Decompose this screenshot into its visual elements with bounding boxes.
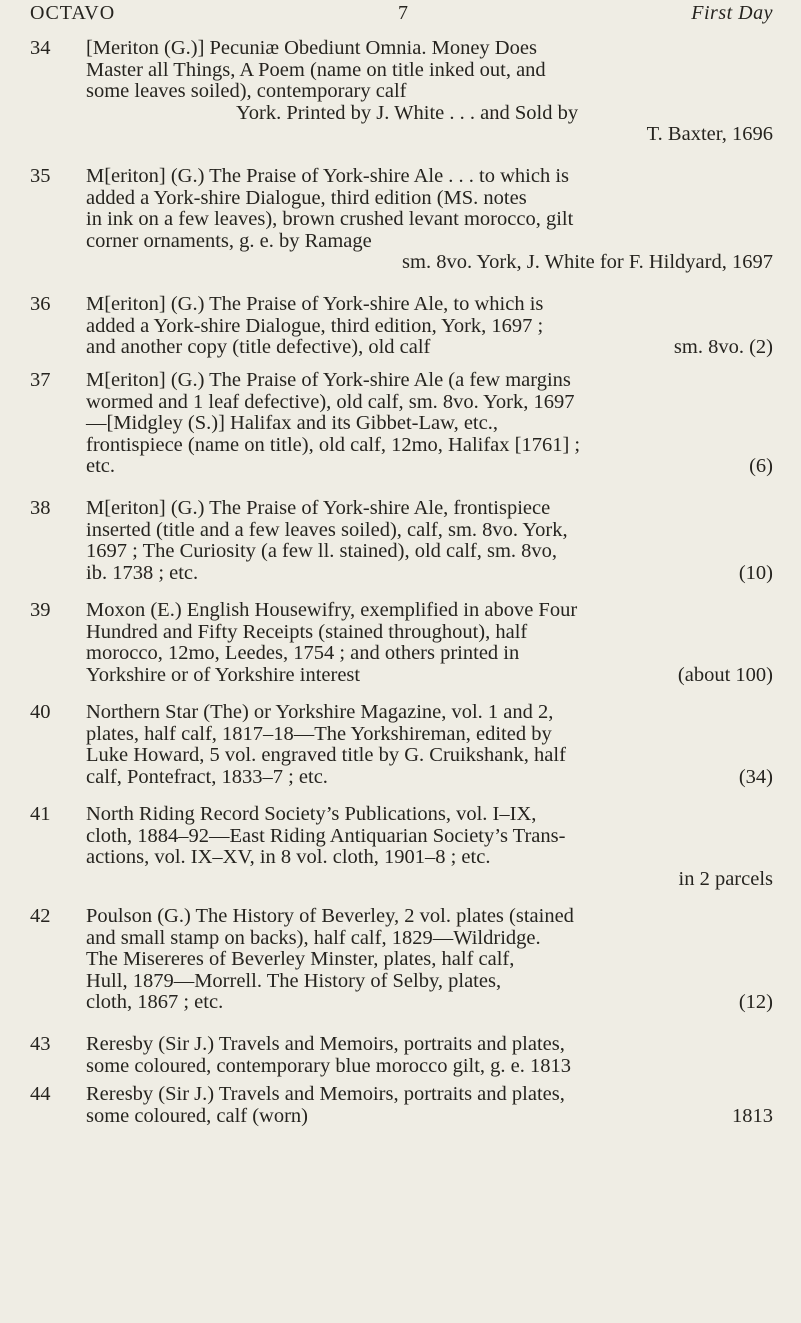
lot-number: 39 (30, 599, 51, 622)
lot-line (86, 294, 773, 316)
lot-line (86, 992, 773, 1014)
lot-description (86, 1084, 773, 1127)
lot-line (86, 370, 773, 392)
lot-entry (30, 1034, 773, 1077)
lot-line (86, 971, 773, 993)
lot-line-text: Northern Star (The) or Yorkshire Magazine, vol. 1 and 2, (86, 701, 554, 724)
header-day: First Day (691, 2, 773, 24)
lot-line (86, 413, 773, 435)
lot-line-text: Yorkshire or of Yorkshire interest (86, 663, 361, 686)
lot-number: 41 (30, 803, 51, 825)
lot-line (86, 316, 773, 338)
page-number: 7 (397, 2, 409, 24)
lot-line (86, 928, 773, 950)
lot-number: 35 (30, 165, 51, 188)
lot-line-text: 1697 ; The Curiosity (a few ll. stained), old calf, sm. 8vo, (86, 540, 558, 563)
lot-line-text: Poulson (G.) The History of Beverley, 2 vol. plates (stained (86, 905, 574, 927)
lot-line (86, 643, 773, 665)
lot-line (86, 103, 773, 125)
lot-description (86, 804, 773, 890)
lot-line-text: sm. 8vo. York, J. White for F. Hildyard, 1697 (402, 251, 773, 274)
lot-number: 43 (30, 1033, 51, 1056)
lot-line-text: some coloured, calf (worn) (86, 1104, 308, 1127)
lot-number: 40 (30, 701, 51, 724)
lot-line-text: added a York-shire Dialogue, third edition (MS. notes (86, 186, 527, 209)
lot-description (86, 38, 773, 146)
lot-entry (30, 600, 773, 686)
lot-line-text: Hundred and Fifty Receipts (stained throughout), half (86, 620, 528, 643)
lot-count: (about 100) (677, 663, 773, 686)
lot-line-text: some coloured, contemporary blue morocco gilt, g. e. 1813 (86, 1054, 572, 1077)
lot-line-text: cloth, 1884–92—East Riding Antiquarian Society’s Trans- (86, 824, 566, 847)
lot-line (86, 949, 773, 971)
lot-number: 36 (30, 293, 51, 316)
lot-line-text: frontispiece (name on title), old calf, 12mo, Halifax [1761] ; (86, 433, 581, 456)
lot-description (86, 498, 773, 584)
lot-number: 44 (30, 1082, 51, 1105)
lot-line (86, 804, 773, 826)
running-header (30, 0, 773, 32)
lot-line-text: M[eriton] (G.) The Praise of York-shire Ale . . . to which is (86, 165, 570, 188)
lot-description (86, 906, 773, 1014)
lot-entry (30, 294, 773, 359)
lot-entry (30, 166, 773, 274)
lot-line-text: M[eriton] (G.) The Praise of York-shire Ale, to which is (86, 293, 544, 316)
lot-description (86, 702, 773, 788)
lot-count: sm. 8vo. (2) (673, 336, 773, 359)
lot-line-text: T. Baxter, 1696 (646, 123, 773, 146)
lot-line-text: Master all Things, A Poem (name on title inked out, and (86, 58, 546, 81)
lot-line (86, 498, 773, 520)
lot-line (86, 392, 773, 414)
lot-number: 37 (30, 369, 51, 391)
lot-line (86, 188, 773, 210)
lot-number: 34 (30, 37, 51, 59)
lot-line (86, 767, 773, 789)
lot-entry (30, 906, 773, 1014)
lot-line-text: plates, half calf, 1817–18—The Yorkshireman, edited by (86, 722, 552, 745)
lot-line (86, 38, 773, 60)
lot-line (86, 541, 773, 563)
lot-line-text: morocco, 12mo, Leedes, 1754 ; and others printed in (86, 642, 520, 665)
lot-description (86, 294, 773, 359)
lot-line (86, 1034, 773, 1056)
lot-entry (30, 804, 773, 890)
lot-line-text: Luke Howard, 5 vol. engraved title by G. Cruikshank, half (86, 744, 566, 767)
lot-line (86, 826, 773, 848)
lot-description (86, 600, 773, 686)
lot-line (86, 906, 773, 928)
lot-count: (12) (738, 991, 773, 1014)
lot-line-text: inserted (title and a few leaves soiled), calf, sm. 8vo. York, (86, 518, 568, 541)
lot-line-text: in 2 parcels (678, 867, 773, 890)
lot-line (86, 869, 773, 891)
lot-count: (34) (738, 765, 773, 788)
lot-line (86, 252, 773, 274)
lot-line (86, 209, 773, 231)
lot-description (86, 166, 773, 274)
lot-line-text: M[eriton] (G.) The Praise of York-shire Ale (a few margins (86, 369, 571, 391)
lot-line-text: ib. 1738 ; etc. (86, 561, 199, 584)
lot-count: (10) (738, 561, 773, 584)
lot-line-text: —[Midgley (S.)] Halifax and its Gibbet-Law, etc., (86, 412, 498, 435)
lot-line-text: calf, Pontefract, 1833–7 ; etc. (86, 765, 328, 788)
lot-number: 38 (30, 497, 51, 520)
lot-line-text: Reresby (Sir J.) Travels and Memoirs, portraits and plates, (86, 1082, 565, 1105)
lot-line (86, 337, 773, 359)
lot-line (86, 563, 773, 585)
lot-count: 1813 (732, 1104, 773, 1127)
lot-line-text: York. Printed by J. White . . . and Sold by (236, 101, 579, 124)
lot-description (86, 1034, 773, 1077)
lot-line-text: Moxon (E.) English Housewifry, exemplified in above Four (86, 599, 578, 622)
lot-number: 42 (30, 905, 51, 927)
lot-count: (6) (749, 455, 773, 478)
lot-line-text: [Meriton (G.)] Pecuniæ Obediunt Omnia. Money Does (86, 37, 537, 59)
lot-line-text: added a York-shire Dialogue, third edition, York, 1697 ; (86, 314, 544, 337)
lot-line-text: etc. (86, 455, 116, 478)
lot-entry (30, 370, 773, 478)
lot-entry (30, 1084, 773, 1127)
lot-line (86, 81, 773, 103)
lot-line (86, 1106, 773, 1128)
lot-line (86, 435, 773, 457)
lot-line (86, 702, 773, 724)
lot-description (86, 370, 773, 478)
lot-line-text: wormed and 1 leaf defective), old calf, sm. 8vo. York, 1697 (86, 390, 575, 413)
lot-line (86, 60, 773, 82)
lot-line-text: and small stamp on backs), half calf, 1829—Wildridge. (86, 926, 541, 949)
lot-line-text: corner ornaments, g. e. by Ramage (86, 229, 372, 252)
lot-line-text: some leaves soiled), contemporary calf (86, 80, 407, 103)
lot-line (86, 231, 773, 253)
lot-line (86, 166, 773, 188)
lot-line-text: The Misereres of Beverley Minster, plates, half calf, (86, 948, 515, 971)
lot-line-text: M[eriton] (G.) The Praise of York-shire Ale, frontispiece (86, 497, 551, 520)
lot-line-text: in ink on a few leaves), brown crushed levant morocco, gilt (86, 208, 574, 231)
lot-line (86, 622, 773, 644)
lot-line (86, 456, 773, 478)
lot-line-text: Reresby (Sir J.) Travels and Memoirs, portraits and plates, (86, 1033, 565, 1056)
lot-line-text: actions, vol. IX–XV, in 8 vol. cloth, 1901–8 ; etc. (86, 846, 491, 869)
lot-line (86, 1084, 773, 1106)
lot-line (86, 724, 773, 746)
lot-line-text: and another copy (title defective), old calf (86, 336, 431, 359)
lot-entry (30, 498, 773, 584)
lot-line (86, 745, 773, 767)
lot-line (86, 600, 773, 622)
lot-line (86, 1056, 773, 1078)
lot-line-text: cloth, 1867 ; etc. (86, 991, 224, 1014)
lot-line (86, 520, 773, 542)
lot-entry (30, 702, 773, 788)
lot-line (86, 124, 773, 146)
lot-line-text: Hull, 1879—Morrell. The History of Selby, plates, (86, 969, 502, 992)
lot-line-text: North Riding Record Society’s Publications, vol. I–IX, (86, 803, 537, 825)
lot-line (86, 847, 773, 869)
lot-entry (30, 38, 773, 146)
lot-line (86, 665, 773, 687)
header-format: OCTAVO (30, 2, 116, 24)
